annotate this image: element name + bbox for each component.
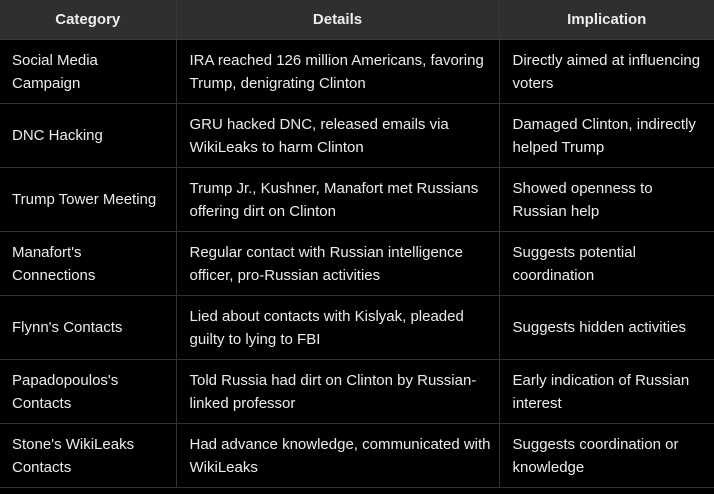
cell-category: Papadopoulos's Contacts [0, 360, 176, 424]
cell-implication: Directly aimed at influencing voters [499, 40, 714, 104]
table-row [0, 360, 714, 424]
cell-details: IRA reached 126 million Americans, favoring Trump, denigrating Clinton [176, 40, 499, 104]
cell-details: Trump Jr., Kushner, Manafort met Russians offering dirt on Clinton [176, 168, 499, 232]
cell-implication: Early indication of Russian interest [499, 360, 714, 424]
cell-implication: Suggests coordination or knowledge [499, 424, 714, 488]
table-row [0, 104, 714, 168]
table-header [0, 0, 714, 40]
table-row [0, 296, 714, 360]
header-row [0, 0, 714, 40]
cell-details: Lied about contacts with Kislyak, pleaded guilty to lying to FBI [176, 296, 499, 360]
header-category: Category [0, 0, 176, 40]
cell-category: Manafort's Connections [0, 232, 176, 296]
cell-category: DNC Hacking [0, 104, 176, 168]
cell-category: Trump Tower Meeting [0, 168, 176, 232]
table-body [0, 40, 714, 488]
cell-details: Regular contact with Russian intelligence officer, pro-Russian activities [176, 232, 499, 296]
table-row [0, 40, 714, 104]
table-row [0, 232, 714, 296]
cell-implication: Suggests potential coordination [499, 232, 714, 296]
cell-details: Had advance knowledge, communicated with WikiLeaks [176, 424, 499, 488]
cell-details: GRU hacked DNC, released emails via WikiLeaks to harm Clinton [176, 104, 499, 168]
table-row [0, 424, 714, 488]
cell-category: Stone's WikiLeaks Contacts [0, 424, 176, 488]
header-details: Details [176, 0, 499, 40]
table-row [0, 168, 714, 232]
cell-implication: Suggests hidden activities [499, 296, 714, 360]
header-implication: Implication [499, 0, 714, 40]
cell-implication: Showed openness to Russian help [499, 168, 714, 232]
cell-implication: Damaged Clinton, indirectly helped Trump [499, 104, 714, 168]
cell-details: Told Russia had dirt on Clinton by Russian-linked professor [176, 360, 499, 424]
cell-category: Flynn's Contacts [0, 296, 176, 360]
cell-category: Social Media Campaign [0, 40, 176, 104]
